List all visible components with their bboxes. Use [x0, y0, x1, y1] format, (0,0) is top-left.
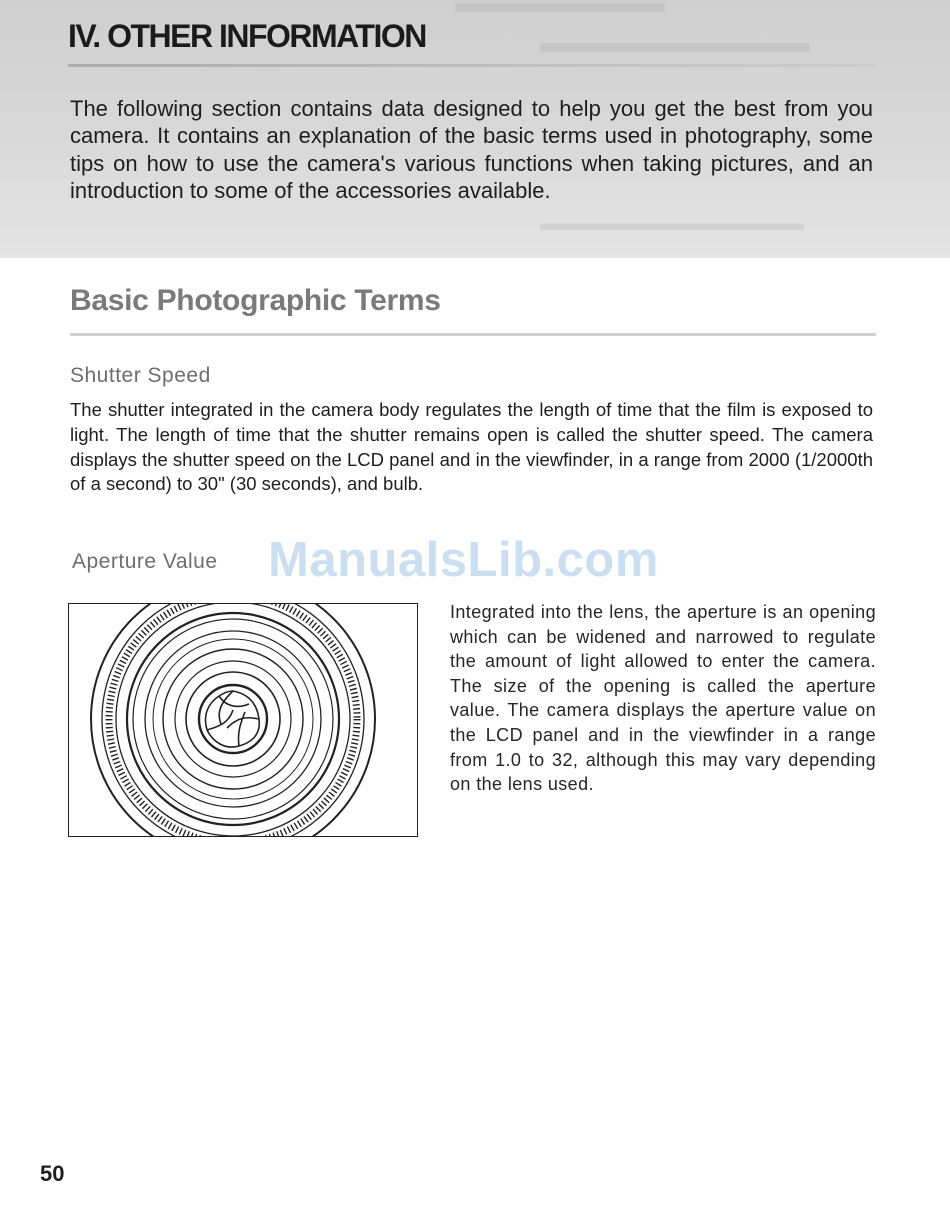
chapter-title: IV. OTHER INFORMATION: [68, 18, 426, 54]
chapter-intro: The following section contains data designed to help you get the best from you camera. It contains an explanation of the basic terms used in photography, some tips on how to use the camera's various functions when taking pictures, and an introduction to some of the accessories available.: [70, 96, 873, 203]
lens-diagram-svg: [69, 604, 418, 837]
bleed-through-decoration: ▬▬▬▬▬▬▬▬▬▬▬▬: [540, 210, 804, 235]
aperture-value-heading: Aperture Value: [72, 550, 218, 573]
lens-aperture-illustration: [68, 603, 418, 837]
shutter-speed-heading: Shutter Speed: [70, 364, 211, 387]
bleed-through-decoration: ▬▬▬▬▬▬▬▬▬: [540, 26, 810, 59]
watermark-text: ManualsLib.com: [268, 533, 659, 587]
aperture-value-text: Integrated into the lens, the aperture is an opening which can be widened and narrowed to regulate the amount of light allowed to enter the camera. The size of the opening is called the aperture value. The camera displays the aperture value on the LCD panel and in the viewfinder in a range from 1.0 to 32, although this may vary depending on the lens used.: [450, 602, 876, 795]
page-number: 50: [40, 1161, 65, 1186]
section-divider: [70, 333, 876, 336]
title-divider: [68, 64, 876, 67]
bleed-through-decoration: ▬▬▬▬▬▬▬: [455, 0, 665, 19]
shutter-speed-text: The shutter integrated in the camera body regulates the length of time that the film is exposed to light. The length of time that the shutter remains open is called the shutter speed. The camera displays the shutter speed on the LCD panel and in the viewfinder, in a range from 2000 (1/2000th of a second) to 30" (30 seconds), and bulb.: [70, 399, 873, 495]
aperture-blades: [206, 691, 260, 747]
section-title: Basic Photographic Terms: [70, 284, 441, 317]
